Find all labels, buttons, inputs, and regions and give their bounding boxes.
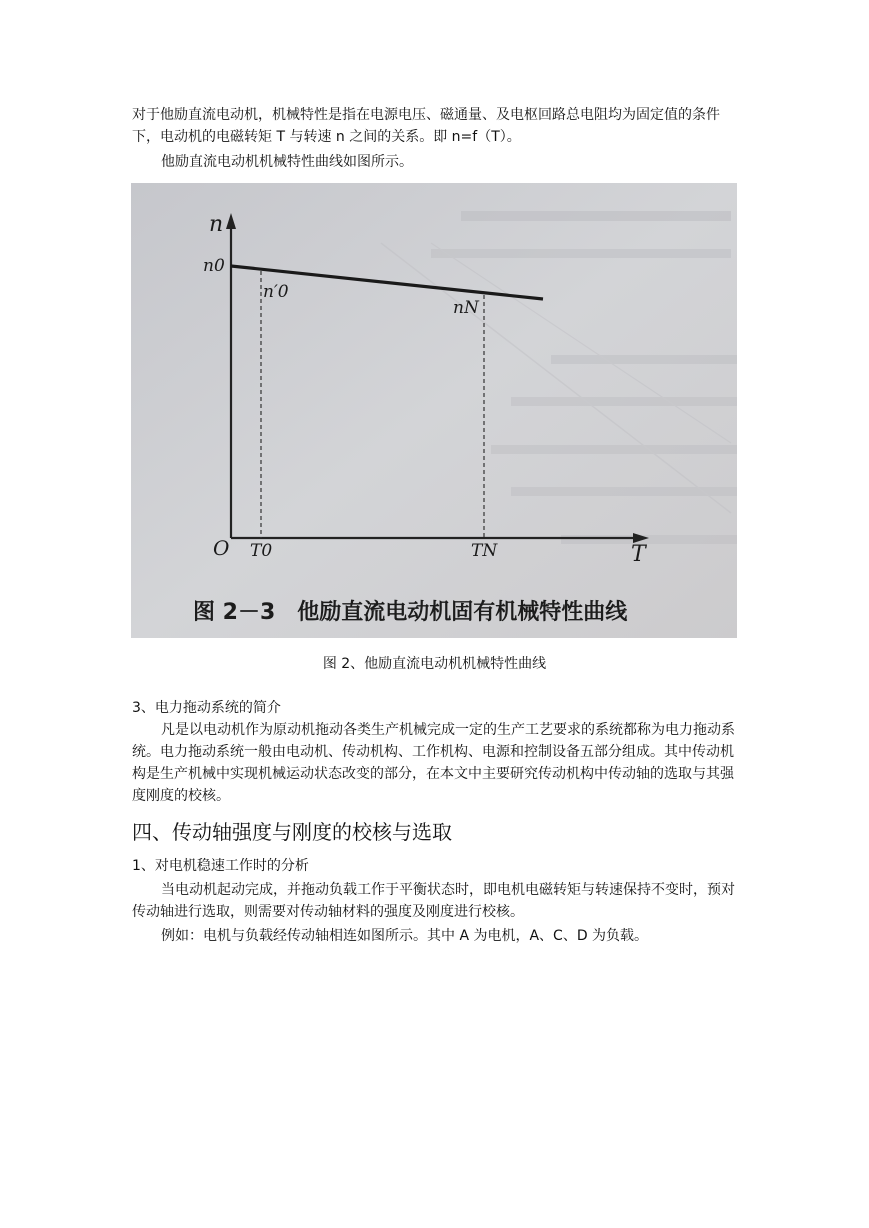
- figure-caption: 图 2、他励直流电动机机械特性曲线: [322, 656, 547, 672]
- t0-label: T0: [250, 541, 273, 561]
- section4-subheading: 1、对电机稳速工作时的分析: [132, 858, 309, 874]
- x-axis-label: T: [631, 542, 646, 567]
- section3-heading: 3、电力拖动系统的简介: [132, 700, 281, 716]
- section3-body: 凡是以电动机作为原动机拖动各类生产机械完成一定的生产工艺要求的系统都称为电力拖动系统。电力拖动系统一般由电动机、传动机构、工作机构、电源和控制设备五部分组成。其中传动机构是生产机械中实现机械运动状态改变的部分，在本文中主要研究传动机构中传动轴的选取与其强度刚度的校核。: [132, 722, 735, 804]
- y-axis-label: n: [209, 212, 224, 237]
- tn-label: TN: [471, 541, 498, 561]
- nn-label: nN: [453, 298, 479, 318]
- characteristic-curve-figure: [131, 183, 737, 638]
- section4-body-2: 例如：电机与负载经传动轴相连如图所示。其中 A 为电机，A、C、D 为负载。: [161, 928, 649, 944]
- section4-body-1: 当电动机起动完成，并拖动负载工作于平衡状态时，即电机电磁转矩与转速保持不变时，预对传动轴进行选取，则需要对传动轴材料的强度及刚度进行校核。: [132, 882, 735, 920]
- intro-paragraph: 对于他励直流电动机，机械特性是指在电源电压、磁通量、及电枢回路总电阻均为固定值的条件下，电动机的电磁转矩 T 与转速 n 之间的关系。即 n=f（T）。: [132, 107, 720, 145]
- characteristic-curve-photo: [131, 183, 737, 638]
- intro-figure-reference: 他励直流电动机机械特性曲线如图所示。: [161, 154, 413, 170]
- n0-label: n0: [203, 256, 225, 276]
- figure-printed-title: 图 2－3 他励直流电动机固有机械特性曲线: [193, 600, 628, 625]
- section4-heading: 四、传动轴强度与刚度的校核与选取: [132, 820, 452, 844]
- origin-label: O: [213, 536, 230, 560]
- n0-prime-label: n′0: [263, 282, 289, 302]
